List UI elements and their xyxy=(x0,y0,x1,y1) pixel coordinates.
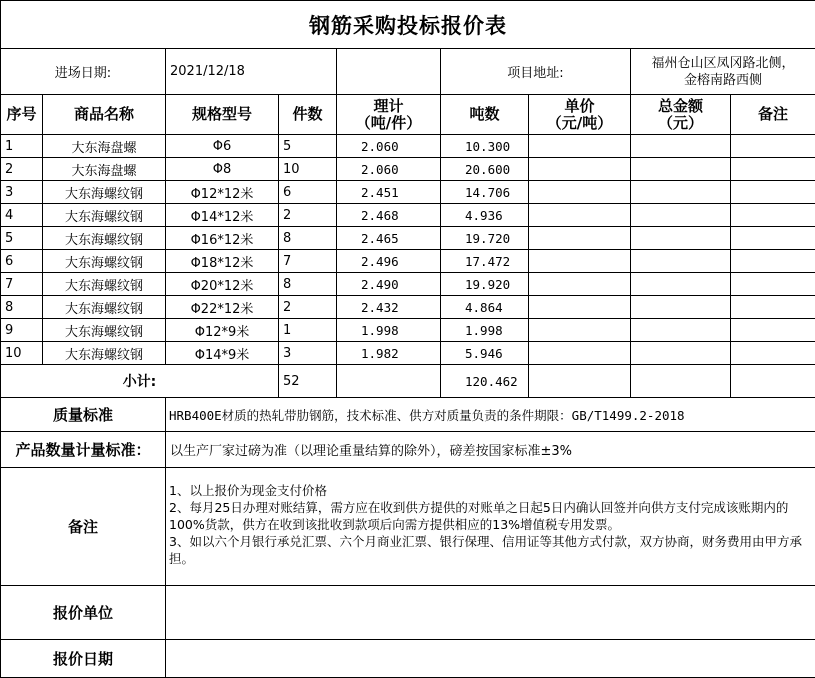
cell-total[interactable] xyxy=(631,250,731,273)
cell-count: 3 xyxy=(279,342,337,365)
address-value xyxy=(631,49,815,95)
quote-unit-row xyxy=(1,586,815,640)
cell-remark[interactable] xyxy=(731,158,815,181)
cell-unit-weight: 2.468 xyxy=(337,204,441,227)
cell-price[interactable] xyxy=(529,181,631,204)
cell-spec: Φ14*12米 xyxy=(166,204,279,227)
cell-tons: 14.706 xyxy=(441,181,529,204)
notes-line-2: 2、每月25日办理对账结算，需方应在收到供方提供的对账单之日起5日内确认回签并向供方支付完成该账期内的100%货款，供方在收到该批收到款项后向需方提供相应的13%增值税专用发票。 xyxy=(169,499,812,533)
header-unit-weight xyxy=(337,95,441,135)
cell-tons: 17.472 xyxy=(441,250,529,273)
header-remark: 备注 xyxy=(731,95,815,135)
cell-spec: Φ18*12米 xyxy=(166,250,279,273)
quality-row xyxy=(1,398,815,432)
quote-date-label: 报价日期 xyxy=(1,640,166,678)
cell-seq: 6 xyxy=(1,250,43,273)
quantity-row xyxy=(1,432,815,468)
cell-price[interactable] xyxy=(529,227,631,250)
cell-seq: 9 xyxy=(1,319,43,342)
cell-remark[interactable] xyxy=(731,181,815,204)
cell-remark[interactable] xyxy=(731,135,815,158)
table-row xyxy=(1,158,815,181)
cell-total[interactable] xyxy=(631,204,731,227)
cell-spec: Φ22*12米 xyxy=(166,296,279,319)
cell-seq: 1 xyxy=(1,135,43,158)
cell-unit-weight: 2.465 xyxy=(337,227,441,250)
header-unit-weight-line-1: 理计 xyxy=(373,97,403,115)
table-row xyxy=(1,181,815,204)
cell-name: 大东海盘螺 xyxy=(43,135,166,158)
subtotal-remark[interactable] xyxy=(731,365,815,398)
cell-name: 大东海螺纹钢 xyxy=(43,227,166,250)
cell-seq: 8 xyxy=(1,296,43,319)
notes-line-3: 3、如以六个月银行承兑汇票、六个月商业汇票、银行保理、信用证等其他方式付款，双方协商，财务费用由甲方承担。 xyxy=(169,533,812,567)
table-row xyxy=(1,250,815,273)
cell-name: 大东海螺纹钢 xyxy=(43,250,166,273)
subtotal-count: 52 xyxy=(279,365,337,398)
cell-spec: Φ6 xyxy=(166,135,279,158)
table-row xyxy=(1,204,815,227)
quality-text: HRB400E材质的热轧带肋钢筋，技术标准、供方对质量负责的条件期限：GB/T1499.2-2018 xyxy=(166,398,815,432)
cell-tons: 4.936 xyxy=(441,204,529,227)
header-spec: 规格型号 xyxy=(166,95,279,135)
cell-total[interactable] xyxy=(631,319,731,342)
subtotal-tons: 120.462 xyxy=(441,365,529,398)
cell-price[interactable] xyxy=(529,296,631,319)
cell-unit-weight: 2.432 xyxy=(337,296,441,319)
cell-count: 10 xyxy=(279,158,337,181)
header-row xyxy=(1,95,815,135)
cell-total[interactable] xyxy=(631,342,731,365)
notes-text xyxy=(166,468,815,586)
header-tons: 吨数 xyxy=(441,95,529,135)
cell-seq: 2 xyxy=(1,158,43,181)
cell-unit-weight: 1.982 xyxy=(337,342,441,365)
cell-count: 8 xyxy=(279,273,337,296)
cell-tons: 19.920 xyxy=(441,273,529,296)
cell-unit-weight: 2.451 xyxy=(337,181,441,204)
table-row xyxy=(1,227,815,250)
notes-label: 备注 xyxy=(1,468,166,586)
subtotal-blank xyxy=(337,365,441,398)
cell-seq: 4 xyxy=(1,204,43,227)
header-seq: 序号 xyxy=(1,95,43,135)
table-row xyxy=(1,296,815,319)
table-row xyxy=(1,273,815,296)
header-price-line-1: 单价 xyxy=(564,97,594,115)
cell-seq: 7 xyxy=(1,273,43,296)
cell-name: 大东海螺纹钢 xyxy=(43,296,166,319)
cell-remark[interactable] xyxy=(731,319,815,342)
cell-name: 大东海螺纹钢 xyxy=(43,204,166,227)
cell-spec: Φ8 xyxy=(166,158,279,181)
header-price xyxy=(529,95,631,135)
cell-unit-weight: 2.060 xyxy=(337,135,441,158)
info-blank xyxy=(337,49,441,95)
cell-seq: 5 xyxy=(1,227,43,250)
cell-name: 大东海盘螺 xyxy=(43,158,166,181)
cell-remark[interactable] xyxy=(731,227,815,250)
notes-line-1: 1、以上报价为现金支付价格 xyxy=(169,482,812,499)
header-total-line-1: 总金额 xyxy=(658,97,703,115)
cell-price[interactable] xyxy=(529,273,631,296)
header-count: 件数 xyxy=(279,95,337,135)
title-row xyxy=(1,1,815,49)
cell-tons: 4.864 xyxy=(441,296,529,319)
cell-remark[interactable] xyxy=(731,342,815,365)
notes-row xyxy=(1,468,815,586)
cell-seq: 10 xyxy=(1,342,43,365)
cell-total[interactable] xyxy=(631,135,731,158)
cell-total[interactable] xyxy=(631,227,731,250)
cell-unit-weight: 2.490 xyxy=(337,273,441,296)
cell-name: 大东海螺纹钢 xyxy=(43,319,166,342)
cell-remark[interactable] xyxy=(731,296,815,319)
quantity-label: 产品数量计量标准： xyxy=(1,432,166,468)
subtotal-row xyxy=(1,365,815,398)
cell-total[interactable] xyxy=(631,181,731,204)
header-total-line-2: （元） xyxy=(658,114,703,132)
subtotal-label: 小计: xyxy=(1,365,279,398)
address-line-1: 福州仓山区凤冈路北侧， xyxy=(652,56,795,71)
cell-count: 1 xyxy=(279,319,337,342)
date-label: 进场日期: xyxy=(1,49,166,95)
cell-price[interactable] xyxy=(529,135,631,158)
cell-unit-weight: 2.060 xyxy=(337,158,441,181)
cell-count: 2 xyxy=(279,296,337,319)
quote-unit-label: 报价单位 xyxy=(1,586,166,640)
cell-remark[interactable] xyxy=(731,204,815,227)
cell-name: 大东海螺纹钢 xyxy=(43,181,166,204)
cell-unit-weight: 2.496 xyxy=(337,250,441,273)
cell-price[interactable] xyxy=(529,158,631,181)
cell-spec: Φ12*12米 xyxy=(166,181,279,204)
cell-name: 大东海螺纹钢 xyxy=(43,342,166,365)
table-row xyxy=(1,342,815,365)
cell-total[interactable] xyxy=(631,296,731,319)
cell-count: 2 xyxy=(279,204,337,227)
cell-count: 6 xyxy=(279,181,337,204)
cell-count: 7 xyxy=(279,250,337,273)
cell-count: 8 xyxy=(279,227,337,250)
cell-unit-weight: 1.998 xyxy=(337,319,441,342)
cell-spec: Φ20*12米 xyxy=(166,273,279,296)
cell-seq: 3 xyxy=(1,181,43,204)
cell-tons: 1.998 xyxy=(441,319,529,342)
table-row xyxy=(1,319,815,342)
cell-tons: 19.720 xyxy=(441,227,529,250)
header-total xyxy=(631,95,731,135)
subtotal-price[interactable] xyxy=(529,365,631,398)
cell-total[interactable] xyxy=(631,158,731,181)
cell-name: 大东海螺纹钢 xyxy=(43,273,166,296)
info-row xyxy=(1,49,815,95)
cell-total[interactable] xyxy=(631,273,731,296)
cell-tons: 20.600 xyxy=(441,158,529,181)
date-value: 2021/12/18 xyxy=(166,49,337,95)
cell-spec: Φ16*12米 xyxy=(166,227,279,250)
cell-price[interactable] xyxy=(529,204,631,227)
quote-unit-value[interactable] xyxy=(166,586,815,640)
cell-price[interactable] xyxy=(529,250,631,273)
subtotal-total[interactable] xyxy=(631,365,731,398)
quantity-text: 以生产厂家过磅为准（以理论重量结算的除外），磅差按国家标准±3% xyxy=(166,432,815,468)
header-price-line-2: （元/吨） xyxy=(547,114,612,132)
address-label: 项目地址: xyxy=(441,49,631,95)
table-row xyxy=(1,135,815,158)
cell-spec: Φ14*9米 xyxy=(166,342,279,365)
header-unit-weight-line-2: （吨/件） xyxy=(356,114,421,132)
quality-label: 质量标准 xyxy=(1,398,166,432)
cell-price[interactable] xyxy=(529,342,631,365)
cell-remark[interactable] xyxy=(731,250,815,273)
cell-tons: 5.946 xyxy=(441,342,529,365)
cell-tons: 10.300 xyxy=(441,135,529,158)
cell-count: 5 xyxy=(279,135,337,158)
address-line-2: 金榕南路西侧 xyxy=(684,73,762,88)
cell-spec: Φ12*9米 xyxy=(166,319,279,342)
cell-price[interactable] xyxy=(529,319,631,342)
page-title: 钢筋采购投标报价表 xyxy=(1,1,815,49)
header-name: 商品名称 xyxy=(43,95,166,135)
cell-remark[interactable] xyxy=(731,273,815,296)
